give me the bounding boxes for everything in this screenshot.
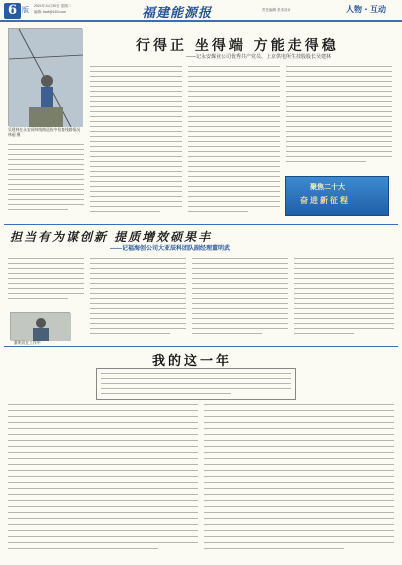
article2-photo bbox=[10, 312, 70, 340]
article1-subtitle: ——记永安煤业公司优秀共产党员、上京供电所生技股股长吴建林 bbox=[186, 54, 332, 60]
lineworker-photo-icon bbox=[9, 29, 83, 127]
article2-subtitle: ——记福海创公司大亚辰科团队副经理董明武 bbox=[110, 246, 231, 252]
article1-col2 bbox=[90, 64, 182, 220]
article1-col1 bbox=[8, 140, 84, 220]
article2-col4 bbox=[294, 256, 394, 342]
section-label: 版 bbox=[22, 7, 29, 14]
article2-title: 担当有为谋创新 提质增效硕果丰 bbox=[10, 230, 213, 244]
article1-title: 行得正 坐得端 方能走得稳 bbox=[136, 38, 339, 54]
article1-photo bbox=[8, 28, 82, 126]
section-name: 人物・互动 bbox=[346, 5, 386, 14]
editor-line: 编辑: fuwl@163.com bbox=[34, 10, 67, 14]
right-meta: 责任编辑 美术设计 bbox=[262, 8, 291, 12]
article3-intro-box bbox=[96, 368, 296, 400]
article1-photo-caption: 吴建林在永安网纬线路巡检中检查线路情况 林丽 摄 bbox=[8, 128, 81, 137]
section-divider bbox=[4, 224, 398, 225]
article2-col1 bbox=[8, 256, 84, 312]
article2-photo-caption: 董明武在工作中 bbox=[14, 341, 41, 345]
article2-col3 bbox=[192, 256, 288, 342]
article3-title: 我的这一年 bbox=[152, 354, 233, 369]
article1-col3 bbox=[188, 64, 280, 220]
article3-col2 bbox=[204, 402, 394, 562]
paper-name: 福建能源报 bbox=[142, 6, 213, 21]
date-line: 2021年11月30日 星期二 bbox=[34, 4, 72, 8]
badge-line1: 聚焦二十大 bbox=[310, 182, 345, 191]
page-number: 6 bbox=[4, 3, 21, 19]
section-divider-2 bbox=[4, 346, 398, 347]
badge-line2: 奋进新征程 bbox=[300, 195, 350, 205]
article2-col2 bbox=[90, 256, 186, 342]
article1-col4 bbox=[286, 64, 392, 172]
worker-photo-icon bbox=[11, 313, 71, 341]
article3-col1 bbox=[8, 402, 198, 562]
